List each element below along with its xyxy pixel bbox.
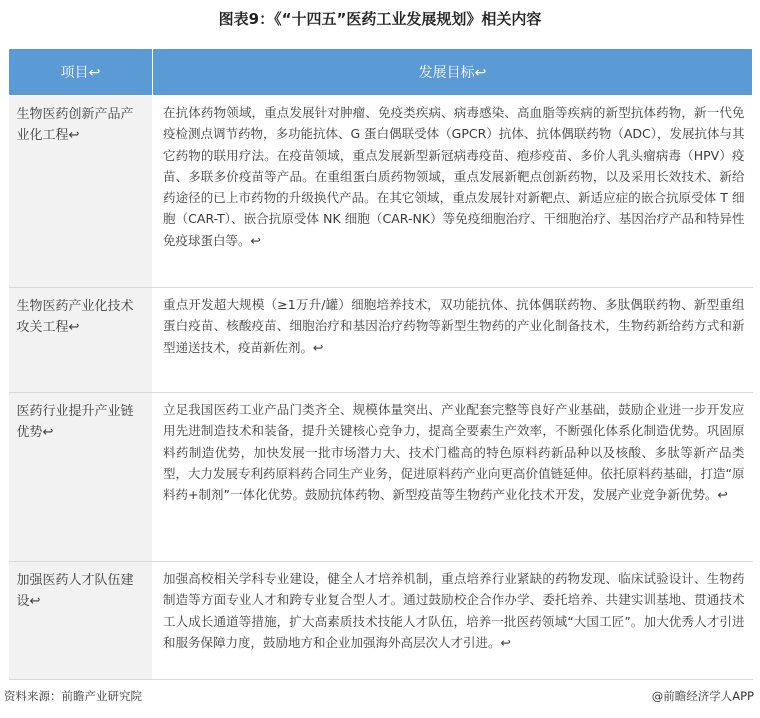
source-note: 资料来源：前瞻产业研究院 — [4, 689, 142, 703]
table-header-row — [9, 49, 753, 96]
row-goal-text: 加强高校相关学科专业建设，健全人才培养机制，重点培养行业紧缺的药物发现、临床试验设计、生物药制造等方面专业人才和跨专业复合型人才。通过鼓励校企合作办学、委托培养、共建实训基地、贯通技术工人成长通道等措施，扩大高素质技术技能人才队伍，培养一批医药领域“大国工匠”。加大优秀人才引进和服务保障力度，鼓励地方和企业加强海外高层次人才引进。↩ — [153, 562, 753, 680]
header-goal: 发展目标↩ — [153, 49, 753, 96]
table-row — [9, 393, 753, 562]
row-goal-text: 在抗体药物领域，重点发展针对肿瘤、免疫类疾病、病毒感染、高血脂等疾病的新型抗体药物，新一代免疫检测点调节药物，多功能抗体、G 蛋白偶联受体（GPCR）抗体、抗体偶联药物（ADC），发展抗体与其它药物的联用疗法。在疫苗领域，重点发展新型新冠病毒疫苗、疱疹疫苗、多价人乳头瘤病毒（HPV）疫苗、多联多价疫苗等产品。在重组蛋白质药物领域，重点发展新靶点创新药物，以及采用长效技术、新给药途径的已上市药物的升级换代产品。在其它领域，重点发展针对新靶点、新适应症的嵌合抗原受体 T 细胞（CAR-T）、嵌合抗原受体 NK 细胞（CAR-NK）等免疫细胞治疗、干细胞治疗、基因治疗产品和特异性免疫球蛋白等。↩ — [153, 96, 753, 288]
row-item-label: 生物医药产业化技术攻关工程↩ — [9, 288, 153, 393]
row-item-label: 生物医药创新产品产业化工程↩ — [9, 96, 153, 288]
row-item-label: 医药行业提升产业链优势↩ — [9, 393, 153, 562]
header-item: 项目↩ — [9, 49, 153, 96]
figure-title: 图表9：《“十四五”医药工业发展规划》相关内容 — [218, 10, 542, 28]
table-row — [9, 562, 753, 680]
policy-table — [8, 48, 753, 680]
brand-credit: @前瞻经济学人APP — [651, 689, 754, 703]
table-row — [9, 96, 753, 288]
row-goal-text: 重点开发超大规模（≥1万升/罐）细胞培养技术，双功能抗体、抗体偶联药物、多肽偶联药物、新型重组蛋白疫苗、核酸疫苗、细胞治疗和基因治疗药物等新型生物药的产业化制备技术，生物药新给药方式和新型递送技术，疫苗新佐剂。↩ — [153, 288, 753, 393]
table-row — [9, 288, 753, 393]
row-item-label: 加强医药人才队伍建设↩ — [9, 562, 153, 680]
row-goal-text: 立足我国医药工业产品门类齐全、规模体量突出、产业配套完整等良好产业基础，鼓励企业进一步开发应用先进制造技术和装备，提升关键核心竞争力，提高全要素生产效率，不断强化体系化制造优势。巩固原料药制造优势，加快发展一批市场潜力大、技术门槛高的特色原料药新品种以及核酸、多肽等新产品类型，大力发展专利药原料药合同生产业务，促进原料药产业向更高价值链延伸。依托原料药基础，打造“原料药+制剂”一体化优势。鼓励抗体药物、新型疫苗等生物药产业化技术开发，发展产业竞争新优势。↩ — [153, 393, 753, 562]
